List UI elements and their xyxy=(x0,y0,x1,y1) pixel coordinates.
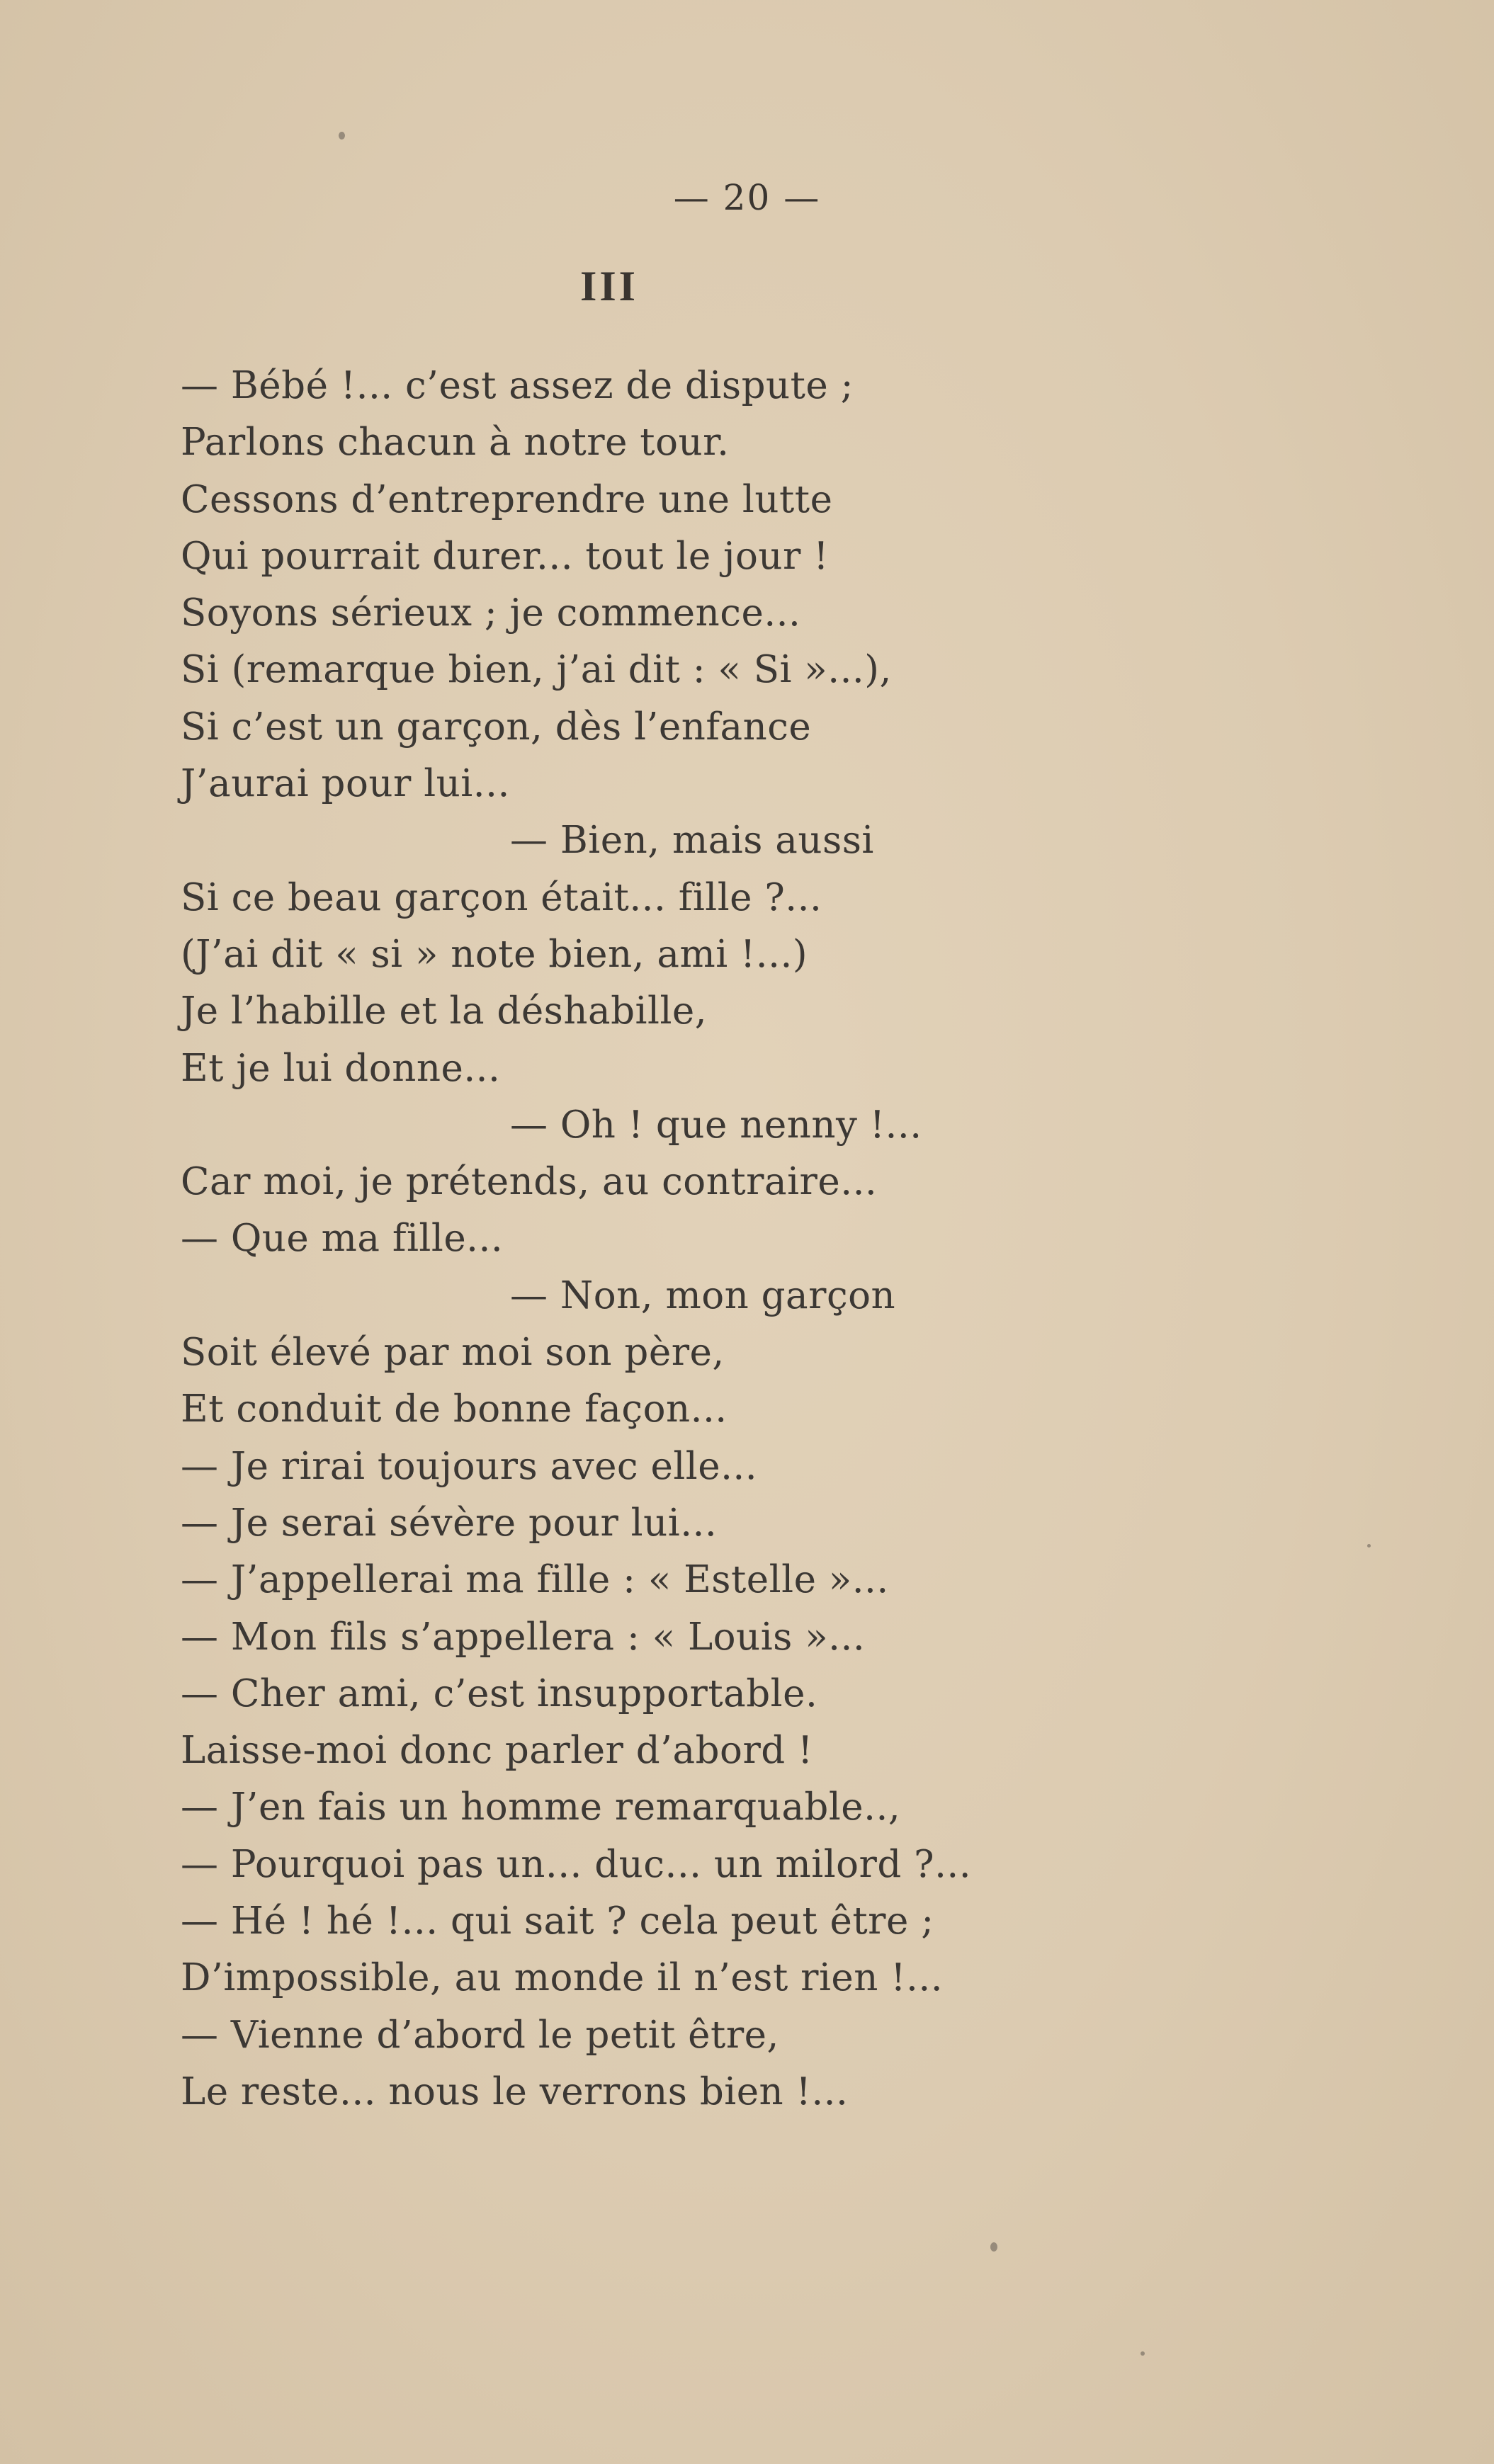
poem-line: Soit élevé par moi son père, xyxy=(181,1331,725,1375)
paper-speck xyxy=(990,2242,997,2252)
poem-line: — Non, mon garçon xyxy=(510,1273,896,1317)
poem-line: — J’appellerai ma fille : « Estelle »... xyxy=(181,1558,889,1602)
poem-line: Soyons sérieux ; je commence... xyxy=(181,591,801,635)
poem-line: Et conduit de bonne façon... xyxy=(181,1387,728,1431)
poem-line: — J’en fais un homme remarquable.., xyxy=(181,1785,901,1829)
poem-line: — Mon fils s’appellera : « Louis »... xyxy=(181,1615,866,1659)
poem-line: — Je serai sévère pour lui... xyxy=(181,1501,718,1545)
poem xyxy=(181,358,1385,2120)
poem-line: — Vienne d’abord le petit être, xyxy=(181,2013,779,2057)
poem-line: Qui pourrait durer... tout le jour ! xyxy=(181,534,829,578)
poem-line: J’aurai pour lui... xyxy=(181,762,510,806)
poem-line: Laisse-moi donc parler d’abord ! xyxy=(181,1729,813,1773)
poem-line: — Bien, mais aussi xyxy=(510,819,874,863)
poem-line: Cessons d’entreprendre une lutte xyxy=(181,477,833,521)
paper-speck xyxy=(339,132,345,140)
paper-speck xyxy=(1367,1544,1371,1548)
poem-line: Je l’habille et la déshabille, xyxy=(181,989,708,1033)
page-number: — 20 — xyxy=(673,177,821,218)
poem-line: D’impossible, au monde il n’est rien !... xyxy=(181,1956,944,2000)
poem-line: — Oh ! que nenny !... xyxy=(510,1103,922,1147)
poem-line: — Bébé !... c’est assez de dispute ; xyxy=(181,364,854,407)
poem-line: — Hé ! hé !... qui sait ? cela peut être ; xyxy=(181,1900,934,1943)
poem-line: Si (remarque bien, j’ai dit : « Si »...), xyxy=(181,648,892,692)
poem-line: Si c’est un garçon, dès l’enfance xyxy=(181,705,812,749)
poem-line: Et je lui donne... xyxy=(181,1046,501,1090)
poem-line: Parlons chacun à notre tour. xyxy=(181,421,730,465)
section-heading: III xyxy=(579,263,639,310)
poem-line: Si ce beau garçon était... fille ?... xyxy=(181,875,822,919)
poem-line: (J’ai dit « si » note bien, ami !...) xyxy=(181,932,808,976)
poem-line: — Pourquoi pas un... duc... un milord ?... xyxy=(181,1842,972,1886)
poem-line: — Que ma fille... xyxy=(181,1217,504,1261)
poem-line: Le reste... nous le verrons bien !... xyxy=(181,2070,849,2113)
poem-line: — Je rirai toujours avec elle... xyxy=(181,1444,758,1488)
paper-speck xyxy=(1141,2351,1145,2356)
poem-line: — Cher ami, c’est insupportable. xyxy=(181,1671,818,1715)
poem-line: Car moi, je prétends, au contraire... xyxy=(181,1160,878,1204)
